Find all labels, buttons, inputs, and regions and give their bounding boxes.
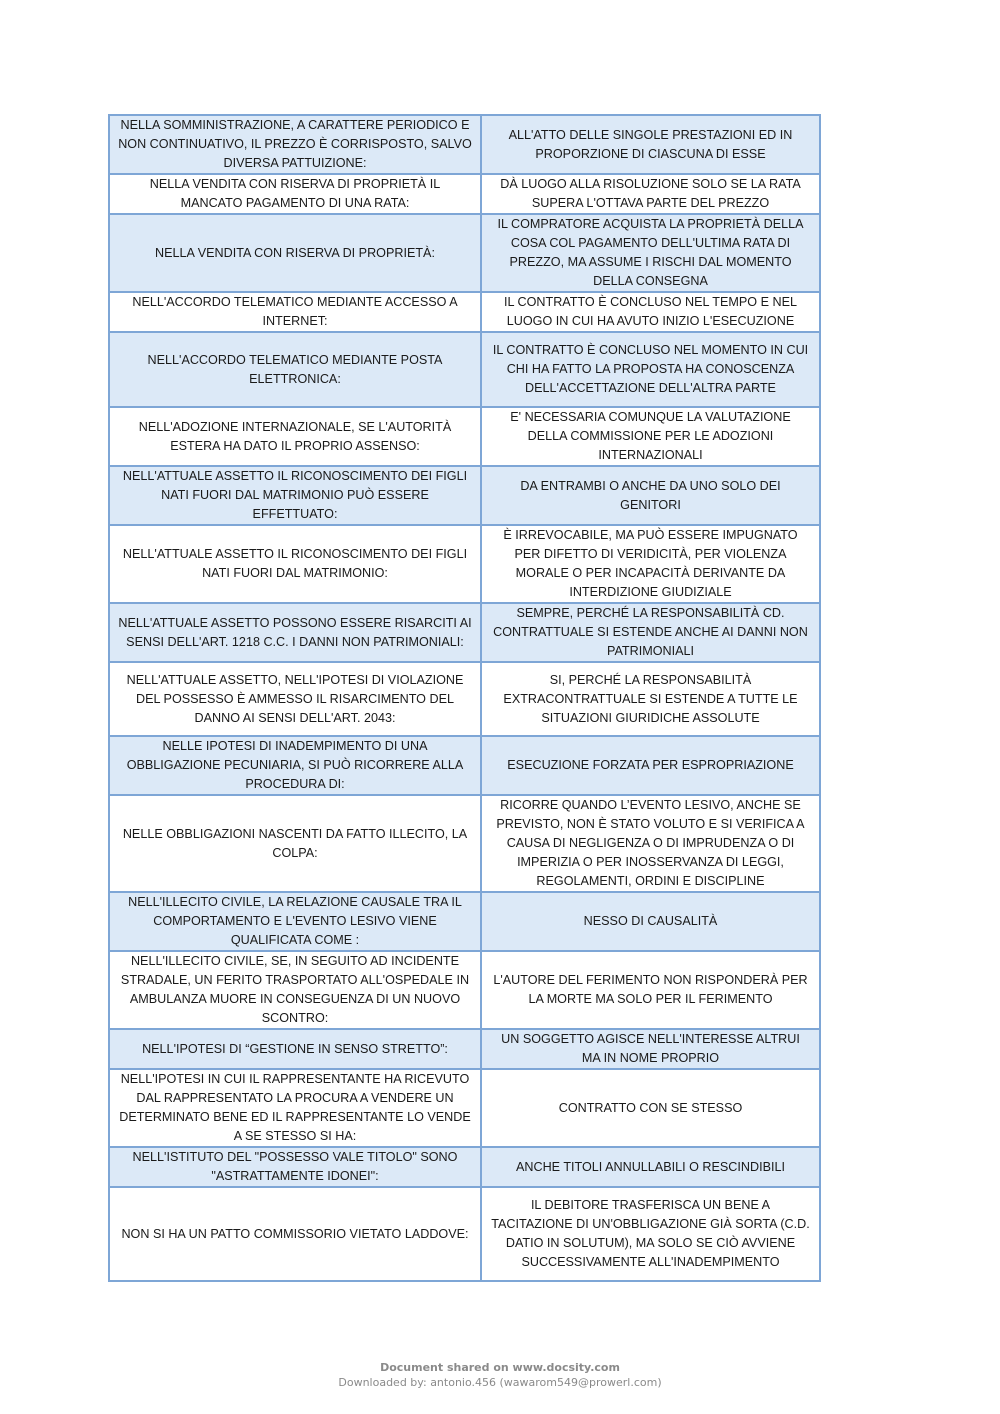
answer-cell: DA ENTRAMBI O ANCHE DA UNO SOLO DEI GENITORI [481,466,820,525]
question-cell: NELL'ATTUALE ASSETTO IL RICONOSCIMENTO DEI FIGLI NATI FUORI DAL MATRIMONIO: [109,525,481,603]
table-row [109,951,820,1029]
question-cell: NELL'ADOZIONE INTERNAZIONALE, SE L'AUTORITÀ ESTERA HA DATO IL PROPRIO ASSENSO: [109,407,481,466]
answer-cell: CONTRATTO CON SE STESSO [481,1069,820,1147]
qa-table [108,114,821,1282]
answer-cell: E' NECESSARIA COMUNQUE LA VALUTAZIONE DELLA COMMISSIONE PER LE ADOZIONI INTERNAZIONALI [481,407,820,466]
question-cell: NELL'ILLECITO CIVILE, SE, IN SEGUITO AD INCIDENTE STRADALE, UN FERITO TRASPORTATO ALL'OSPEDALE IN AMBULANZA MUORE IN CONSEGUENZA DI UN NUOVO SCONTRO: [109,951,481,1029]
answer-cell: IL COMPRATORE ACQUISTA LA PROPRIETÀ DELLA COSA COL PAGAMENTO DELL'ULTIMA RATA DI PREZZO, MA ASSUME I RISCHI DAL MOMENTO DELLA CONSEGNA [481,214,820,292]
question-cell: NELL'ILLECITO CIVILE, LA RELAZIONE CAUSALE TRA IL COMPORTAMENTO E L'EVENTO LESIVO VIENE QUALIFICATA COME : [109,892,481,951]
answer-cell: DÀ LUOGO ALLA RISOLUZIONE SOLO SE LA RATA SUPERA L'OTTAVA PARTE DEL PREZZO [481,174,820,214]
question-cell: NELL'IPOTESI DI “GESTIONE IN SENSO STRETTO”: [109,1029,481,1069]
question-cell: NELL'ACCORDO TELEMATICO MEDIANTE ACCESSO A INTERNET: [109,292,481,332]
footer-shared-notice: Document shared on www.docsity.com [380,1361,620,1374]
question-cell: NELLE OBBLIGAZIONI NASCENTI DA FATTO ILLECITO, LA COLPA: [109,795,481,892]
answer-cell: IL CONTRATTO È CONCLUSO NEL TEMPO E NEL LUOGO IN CUI HA AVUTO INIZIO L'ESECUZIONE [481,292,820,332]
answer-cell: L'AUTORE DEL FERIMENTO NON RISPONDERÀ PER LA MORTE MA SOLO PER IL FERIMENTO [481,951,820,1029]
table-row [109,1029,820,1069]
table-row [109,332,820,407]
answer-cell: SEMPRE, PERCHÉ LA RESPONSABILITÀ CD. CONTRATTUALE SI ESTENDE ANCHE AI DANNI NON PATRIMONIALI [481,603,820,662]
question-cell: NELL'ISTITUTO DEL "POSSESSO VALE TITOLO" SONO "ASTRATTAMENTE IDONEI": [109,1147,481,1187]
table-row [109,736,820,795]
table-row [109,115,820,174]
table-row [109,407,820,466]
question-cell: NELL'IPOTESI IN CUI IL RAPPRESENTANTE HA RICEVUTO DAL RAPPRESENTATO LA PROCURA A VENDERE UN DETERMINATO BENE ED IL RAPPRESENTANTE LO VENDE A SE STESSO SI HA: [109,1069,481,1147]
table-row [109,292,820,332]
table-row [109,892,820,951]
question-cell: NELL'ATTUALE ASSETTO POSSONO ESSERE RISARCITI AI SENSI DELL'ART. 1218 C.C. I DANNI NON PATRIMONIALI: [109,603,481,662]
table-row [109,603,820,662]
footer-download-notice: Downloaded by: antonio.456 (wawarom549@prowerl.com) [338,1376,662,1389]
answer-cell: ESECUZIONE FORZATA PER ESPROPRIAZIONE [481,736,820,795]
qa-table-body [109,115,820,1281]
question-cell: NELL'ATTUALE ASSETTO, NELL'IPOTESI DI VIOLAZIONE DEL POSSESSO È AMMESSO IL RISARCIMENTO DEL DANNO AI SENSI DELL'ART. 2043: [109,662,481,736]
table-row [109,1147,820,1187]
table-row [109,1187,820,1281]
answer-cell: UN SOGGETTO AGISCE NELL'INTERESSE ALTRUI MA IN NOME PROPRIO [481,1029,820,1069]
table-row [109,174,820,214]
table-row [109,1069,820,1147]
question-cell: NELLA SOMMINISTRAZIONE, A CARATTERE PERIODICO E NON CONTINUATIVO, IL PREZZO È CORRISPOSTO, SALVO DIVERSA PATTUIZIONE: [109,115,481,174]
answer-cell: È IRREVOCABILE, MA PUÒ ESSERE IMPUGNATO PER DIFETTO DI VERIDICITÀ, PER VIOLENZA MORALE O PER INCAPACITÀ DERIVANTE DA INTERDIZIONE GIUDIZIALE [481,525,820,603]
table-row [109,214,820,292]
answer-cell: SI, PERCHÉ LA RESPONSABILITÀ EXTRACONTRATTUALE SI ESTENDE A TUTTE LE SITUAZIONI GIURIDICHE ASSOLUTE [481,662,820,736]
answer-cell: ANCHE TITOLI ANNULLABILI O RESCINDIBILI [481,1147,820,1187]
table-row [109,525,820,603]
table-row [109,662,820,736]
answer-cell: NESSO DI CAUSALITÀ [481,892,820,951]
table-row [109,466,820,525]
question-cell: NELLE IPOTESI DI INADEMPIMENTO DI UNA OBBLIGAZIONE PECUNIARIA, SI PUÒ RICORRERE ALLA PROCEDURA DI: [109,736,481,795]
table-row [109,795,820,892]
answer-cell: ALL'ATTO DELLE SINGOLE PRESTAZIONI ED IN PROPORZIONE DI CIASCUNA DI ESSE [481,115,820,174]
question-cell: NELL'ACCORDO TELEMATICO MEDIANTE POSTA ELETTRONICA: [109,332,481,407]
question-cell: NELL'ATTUALE ASSETTO IL RICONOSCIMENTO DEI FIGLI NATI FUORI DAL MATRIMONIO PUÒ ESSERE EFFETTUATO: [109,466,481,525]
question-cell: NELLA VENDITA CON RISERVA DI PROPRIETÀ IL MANCATO PAGAMENTO DI UNA RATA: [109,174,481,214]
question-cell: NON SI HA UN PATTO COMMISSORIO VIETATO LADDOVE: [109,1187,481,1281]
answer-cell: RICORRE QUANDO L’EVENTO LESIVO, ANCHE SE PREVISTO, NON È STATO VOLUTO E SI VERIFICA A CAUSA DI NEGLIGENZA O DI IMPRUDENZA O DI IMPERIZIA O PER INOSSERVANZA DI LEGGI, REGOLAMENTI, ORDINI E DISCIPLINE [481,795,820,892]
answer-cell: IL DEBITORE TRASFERISCA UN BENE A TACITAZIONE DI UN'OBBLIGAZIONE GIÀ SORTA (C.D. DATIO IN SOLUTUM), MA SOLO SE CIÒ AVVIENE SUCCESSIVAMENTE ALL'INADEMPIMENTO [481,1187,820,1281]
answer-cell: IL CONTRATTO È CONCLUSO NEL MOMENTO IN CUI CHI HA FATTO LA PROPOSTA HA CONOSCENZA DELL'ACCETTAZIONE DELL'ALTRA PARTE [481,332,820,407]
question-cell: NELLA VENDITA CON RISERVA DI PROPRIETÀ: [109,214,481,292]
